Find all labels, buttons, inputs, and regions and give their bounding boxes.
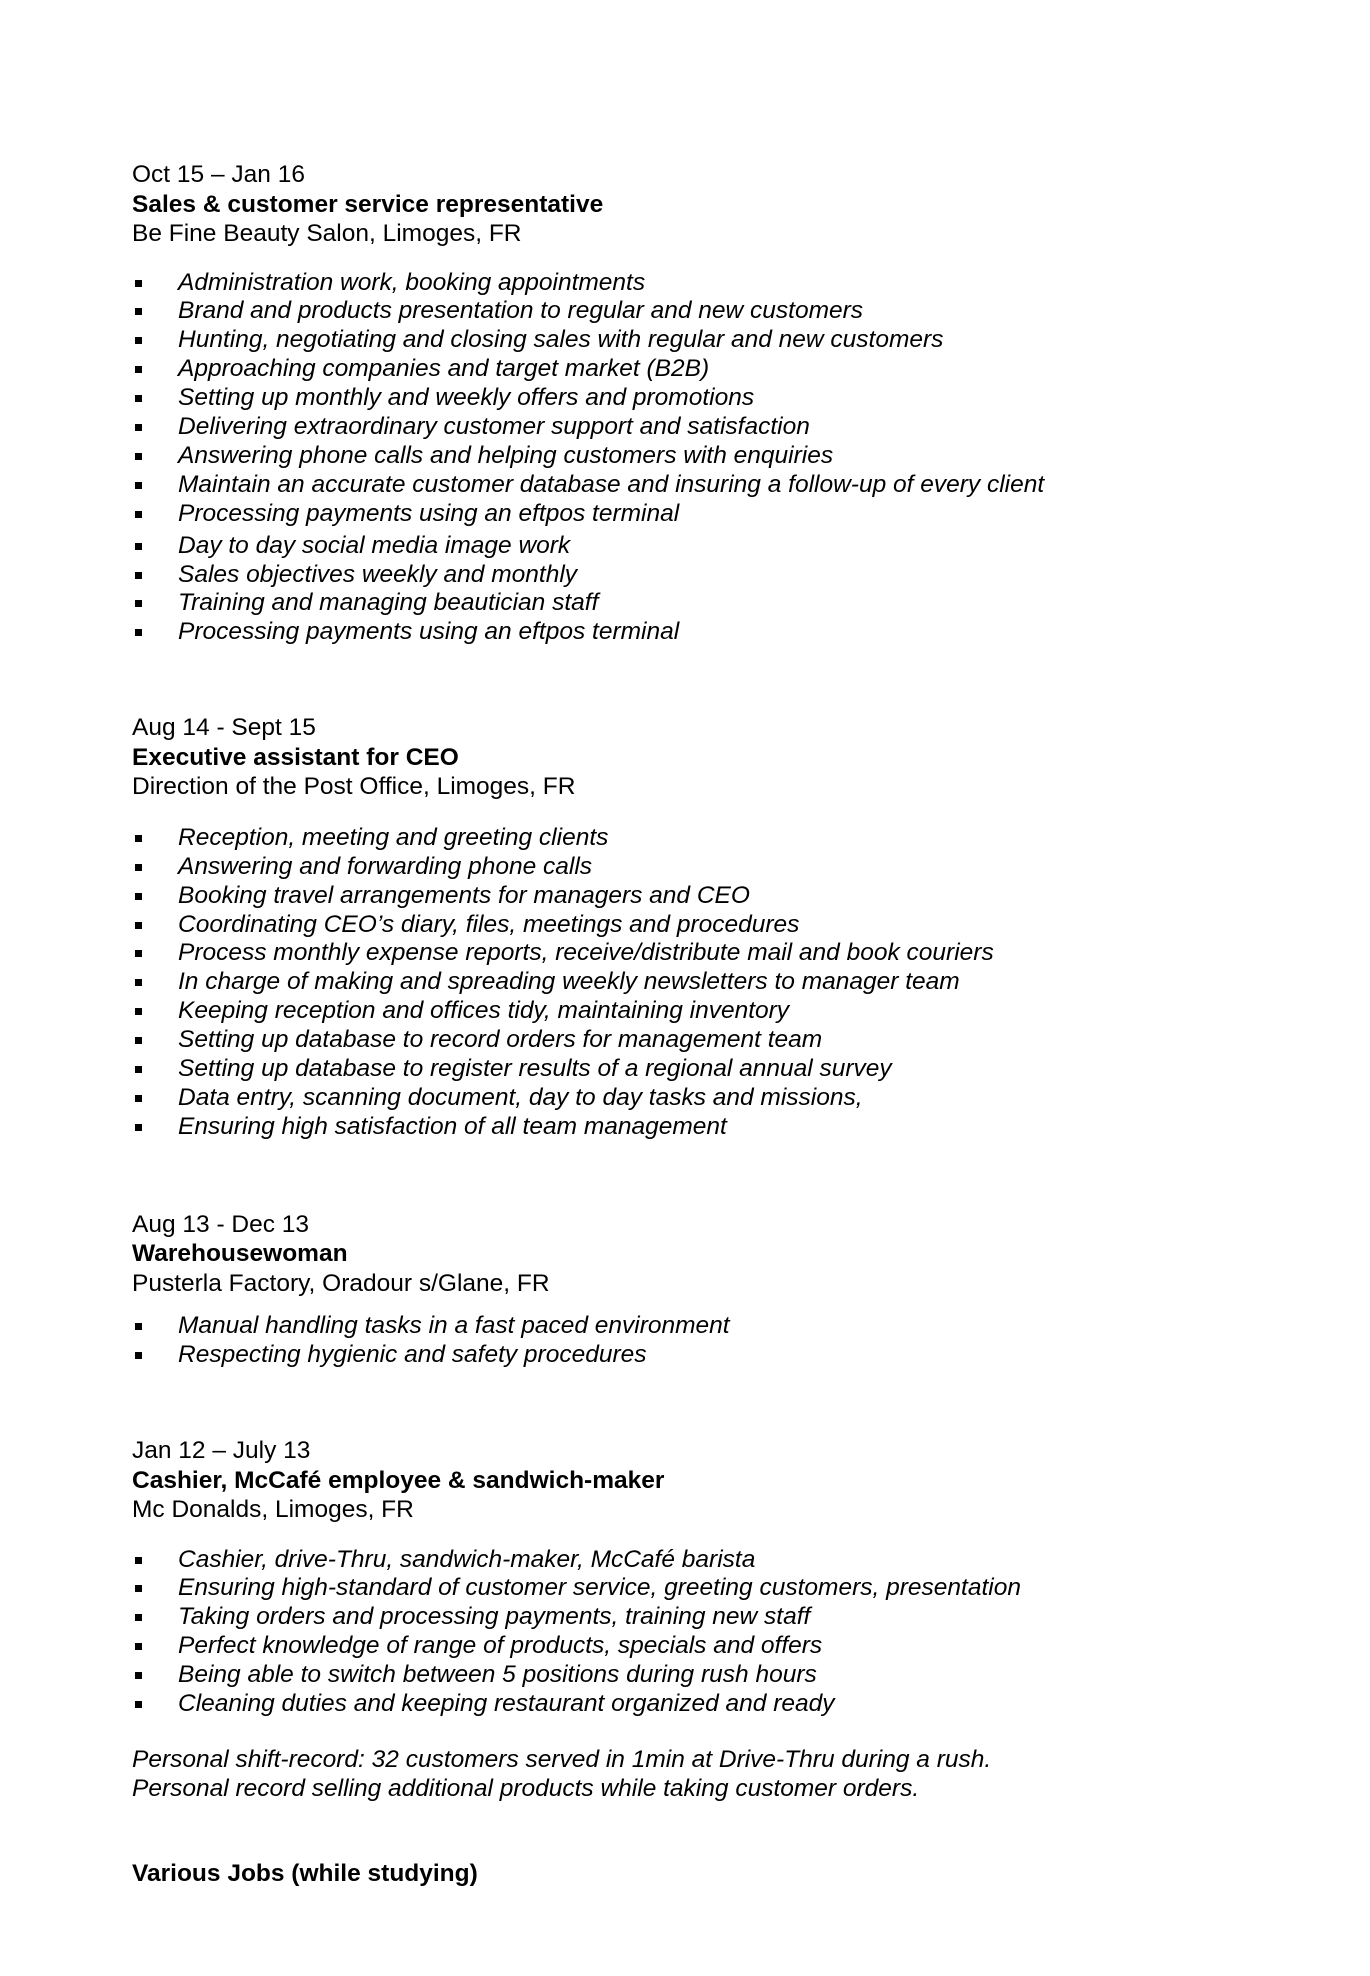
- duty-text: Process monthly expense reports, receive/distribute mail and book couriers: [178, 939, 994, 967]
- square-bullet-icon: [135, 1672, 142, 1679]
- square-bullet-icon: [135, 543, 142, 550]
- job-dates: Aug 14 - Sept 15: [132, 714, 316, 742]
- square-bullet-icon: [135, 1585, 142, 1592]
- duty-list: [132, 1546, 1250, 1719]
- job-dates: Aug 13 - Dec 13: [132, 1210, 310, 1238]
- duty-text: Being able to switch between 5 positions during rush hours: [178, 1661, 817, 1689]
- square-bullet-icon: [135, 893, 142, 900]
- job-employer: Direction of the Post Office, Limoges, FR: [132, 773, 576, 801]
- duty-text: Setting up database to register results of a regional annual survey: [178, 1055, 892, 1083]
- duty-item: [132, 269, 1250, 298]
- duty-item: [132, 471, 1250, 500]
- duty-text: Keeping reception and offices tidy, maintaining inventory: [178, 997, 790, 1025]
- duty-text: Brand and products presentation to regular and new customers: [178, 297, 864, 325]
- square-bullet-icon: [135, 280, 142, 287]
- duty-text: Setting up monthly and weekly offers and promotions: [178, 384, 755, 412]
- duty-item: [132, 1574, 1250, 1603]
- duty-item: [132, 997, 1250, 1026]
- square-bullet-icon: [135, 572, 142, 579]
- job-entry-sales-representative: [132, 160, 1250, 647]
- job-entry-cashier: [132, 1436, 1250, 1803]
- duty-text: Booking travel arrangements for managers and CEO: [178, 881, 750, 909]
- duty-text: Training and managing beautician staff: [178, 589, 599, 617]
- duty-item: [132, 1546, 1250, 1575]
- duty-text: Day to day social media image work: [178, 531, 571, 559]
- square-bullet-icon: [135, 482, 142, 489]
- duty-item: [132, 1690, 1250, 1719]
- square-bullet-icon: [135, 1037, 142, 1044]
- duty-text: Processing payments using an eftpos terminal: [178, 499, 680, 527]
- square-bullet-icon: [135, 629, 142, 636]
- various-jobs-heading: Various Jobs (while studying): [132, 1860, 478, 1887]
- duty-text: Approaching companies and target market (B2B): [178, 355, 710, 383]
- duty-list: [132, 1312, 1250, 1370]
- duty-item: [132, 561, 1250, 590]
- duty-text: Reception, meeting and greeting clients: [178, 823, 609, 851]
- duty-item: [132, 1603, 1250, 1632]
- duty-text: Cleaning duties and keeping restaurant organized and ready: [178, 1690, 835, 1718]
- square-bullet-icon: [135, 600, 142, 607]
- achievement-notes: [132, 1745, 1250, 1803]
- duty-text: Hunting, negotiating and closing sales with regular and new customers: [178, 326, 944, 354]
- duty-text: Ensuring high satisfaction of all team management: [178, 1112, 727, 1140]
- achievement-note: Personal shift-record: 32 customers served in 1min at Drive-Thru during a rush.: [132, 1746, 992, 1773]
- duty-item: [132, 442, 1250, 471]
- duty-item: [132, 413, 1250, 442]
- duty-item: [132, 1113, 1250, 1142]
- job-dates: Oct 15 – Jan 16: [132, 161, 305, 188]
- duty-item: [132, 968, 1250, 997]
- job-title: Sales & customer service representative: [132, 190, 604, 218]
- duty-item: [132, 1026, 1250, 1055]
- duty-item: [132, 1341, 1250, 1370]
- duty-item: [132, 384, 1250, 413]
- job-employer: Be Fine Beauty Salon, Limoges, FR: [132, 220, 522, 247]
- square-bullet-icon: [135, 864, 142, 871]
- duty-text: In charge of making and spreading weekly newsletters to manager team: [178, 968, 960, 996]
- square-bullet-icon: [135, 1124, 142, 1131]
- duty-text: Delivering extraordinary customer support and satisfaction: [178, 413, 810, 441]
- square-bullet-icon: [135, 1701, 142, 1708]
- duty-text: Processing payments using an eftpos terminal: [178, 618, 680, 646]
- square-bullet-icon: [135, 308, 142, 315]
- duty-text: Answering and forwarding phone calls: [178, 852, 593, 880]
- square-bullet-icon: [135, 453, 142, 460]
- square-bullet-icon: [135, 337, 142, 344]
- job-title: Cashier, McCafé employee & sandwich-maker: [132, 1466, 665, 1494]
- square-bullet-icon: [135, 1614, 142, 1621]
- duty-text: Administration work, booking appointments: [178, 268, 646, 296]
- duty-item: [132, 1661, 1250, 1690]
- square-bullet-icon: [135, 1557, 142, 1564]
- job-title: Warehousewoman: [132, 1240, 348, 1268]
- duty-text: Perfect knowledge of range of products, specials and offers: [178, 1632, 823, 1660]
- duty-list: [132, 269, 1250, 648]
- duty-text: Setting up database to record orders for management team: [178, 1026, 823, 1054]
- duty-item: [132, 939, 1250, 968]
- duty-item: [132, 1632, 1250, 1661]
- square-bullet-icon: [135, 424, 142, 431]
- duty-item: [132, 1312, 1250, 1341]
- achievement-note: Personal record selling additional products while taking customer orders.: [132, 1775, 920, 1802]
- square-bullet-icon: [135, 1008, 142, 1015]
- duty-item: [132, 824, 1250, 853]
- square-bullet-icon: [135, 950, 142, 957]
- square-bullet-icon: [135, 1323, 142, 1330]
- duty-item: [132, 532, 1250, 561]
- duty-item: [132, 882, 1250, 911]
- job-employer: Pusterla Factory, Oradour s/Glane, FR: [132, 1269, 550, 1297]
- job-entry-warehousewoman: [132, 1210, 1250, 1370]
- duty-text: Sales objectives weekly and monthly: [178, 560, 578, 588]
- duty-item: [132, 326, 1250, 355]
- square-bullet-icon: [135, 366, 142, 373]
- duty-text: Data entry, scanning document, day to day tasks and missions,: [178, 1083, 863, 1111]
- duty-item: [132, 853, 1250, 882]
- square-bullet-icon: [135, 979, 142, 986]
- square-bullet-icon: [135, 1643, 142, 1650]
- job-employer: Mc Donalds, Limoges, FR: [132, 1496, 414, 1524]
- duty-text: Coordinating CEO’s diary, files, meetings and procedures: [178, 910, 800, 938]
- duty-text: Maintain an accurate customer database and insuring a follow-up of every client: [178, 470, 1045, 498]
- duty-item: [132, 1084, 1250, 1113]
- duty-item: [132, 355, 1250, 384]
- duty-text: Manual handling tasks in a fast paced environment: [178, 1312, 730, 1340]
- square-bullet-icon: [135, 511, 142, 518]
- duty-text: Ensuring high-standard of customer service, greeting customers, presentation: [178, 1574, 1021, 1602]
- duty-item: [132, 500, 1250, 529]
- job-title: Executive assistant for CEO: [132, 743, 459, 771]
- duty-item: [132, 911, 1250, 940]
- duty-text: Respecting hygienic and safety procedures: [178, 1341, 647, 1369]
- job-dates: Jan 12 – July 13: [132, 1437, 311, 1465]
- duty-list: [132, 824, 1250, 1142]
- duty-text: Cashier, drive-Thru, sandwich-maker, McCafé barista: [178, 1545, 756, 1573]
- duty-item: [132, 1055, 1250, 1084]
- duty-text: Answering phone calls and helping customers with enquiries: [178, 441, 834, 469]
- square-bullet-icon: [135, 1066, 142, 1073]
- duty-item: [132, 618, 1250, 647]
- square-bullet-icon: [135, 1352, 142, 1359]
- duty-item: [132, 589, 1250, 618]
- job-entry-executive-assistant: [132, 713, 1250, 1141]
- duty-text: Taking orders and processing payments, training new staff: [178, 1603, 811, 1631]
- square-bullet-icon: [135, 835, 142, 842]
- duty-item: [132, 297, 1250, 326]
- square-bullet-icon: [135, 922, 142, 929]
- square-bullet-icon: [135, 395, 142, 402]
- square-bullet-icon: [135, 1095, 142, 1102]
